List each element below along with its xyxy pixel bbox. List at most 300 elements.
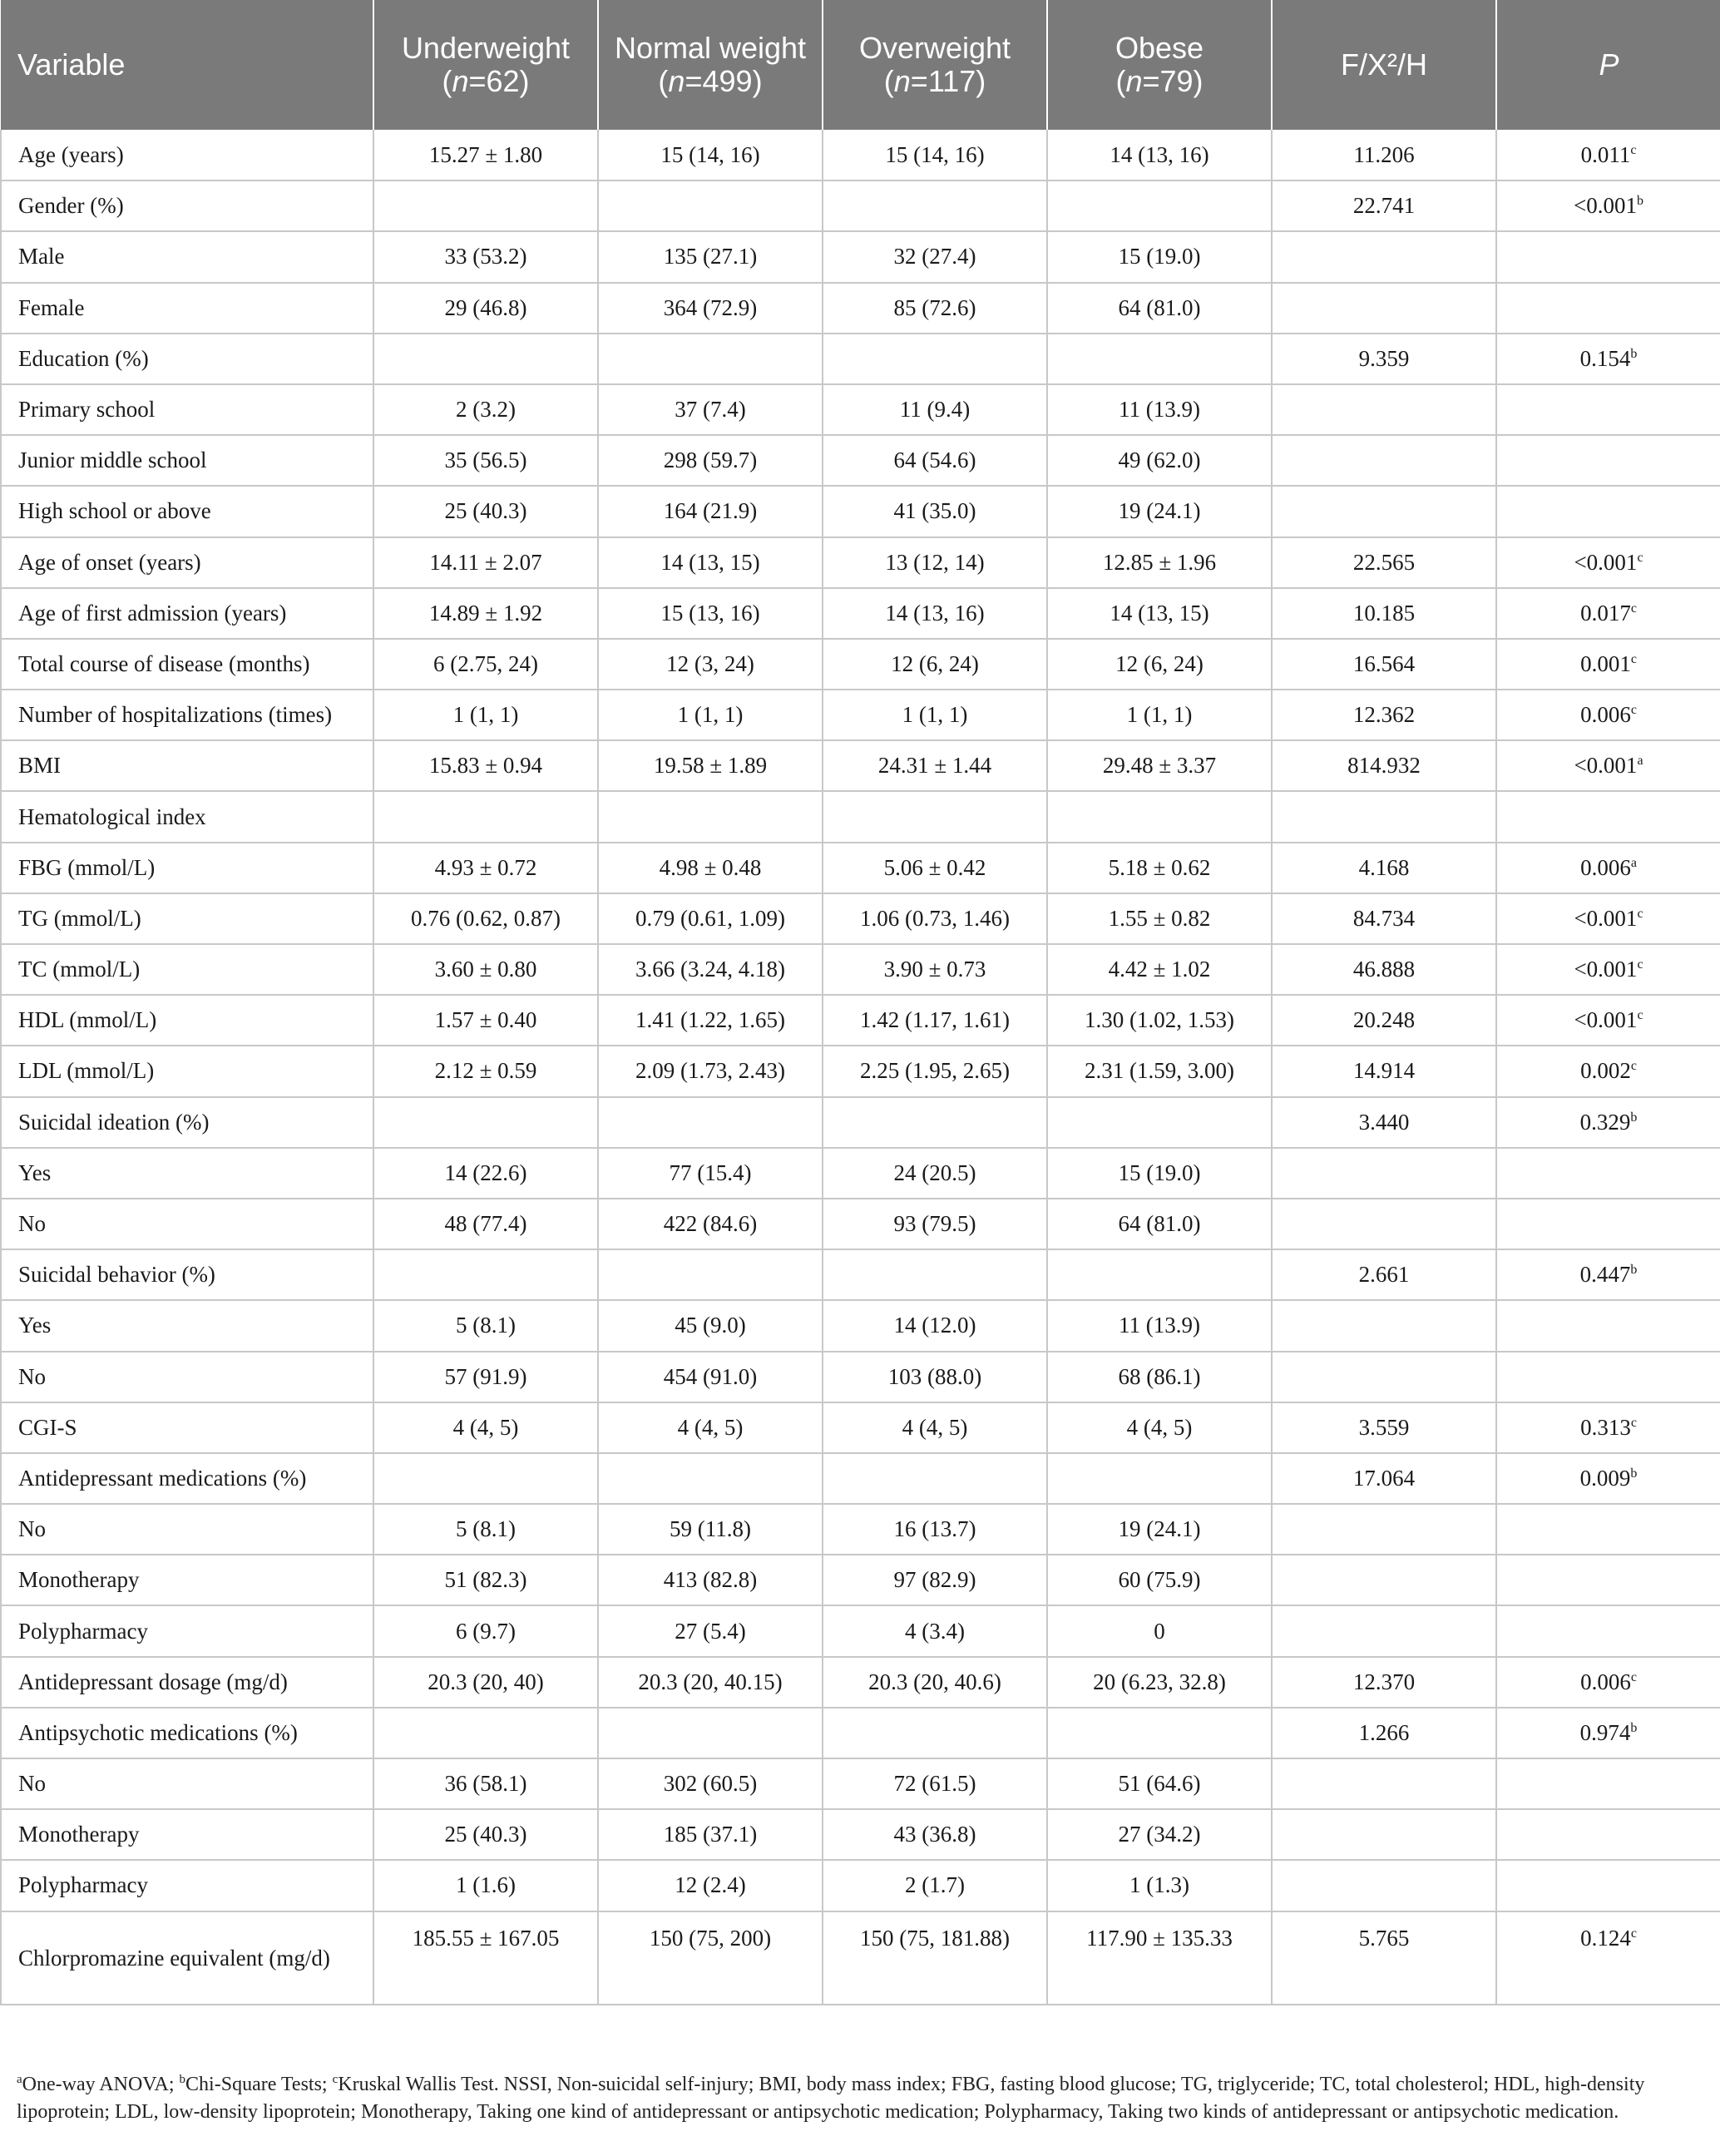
cell-underweight: 2.12 ± 0.59	[373, 1046, 598, 1096]
cell-overweight: 1.06 (0.73, 1.46)	[823, 893, 1047, 944]
cell-statistic	[1272, 1809, 1496, 1860]
cell-variable: Number of hospitalizations (times)	[1, 690, 373, 740]
cell-normal-weight: 413 (82.8)	[598, 1555, 823, 1605]
cell-obese: 15 (19.0)	[1047, 1148, 1272, 1199]
header-group-name: Overweight	[858, 31, 1011, 65]
cell-variable: Chlorpromazine equivalent (mg/d)	[1, 1911, 373, 2005]
table-row	[1, 1555, 1720, 1605]
cell-normal-weight: 12 (2.4)	[598, 1860, 823, 1911]
cell-obese: 14 (13, 15)	[1047, 588, 1272, 639]
cell-p-value	[1496, 1911, 1720, 2005]
cell-p-value	[1496, 740, 1720, 791]
cell-normal-weight: 77 (15.4)	[598, 1148, 823, 1199]
cell-variable: Age of onset (years)	[1, 537, 373, 588]
cell-statistic: 3.440	[1272, 1097, 1496, 1148]
cell-variable: Monotherapy	[1, 1809, 373, 1860]
cell-normal-weight: 3.66 (3.24, 4.18)	[598, 944, 823, 995]
cell-underweight	[373, 180, 598, 231]
cell-overweight: 24.31 ± 1.44	[823, 740, 1047, 791]
cell-underweight: 51 (82.3)	[373, 1555, 598, 1605]
cell-p-value	[1496, 486, 1720, 537]
p-value-test-mark: b	[1630, 1720, 1638, 1735]
cell-normal-weight: 37 (7.4)	[598, 384, 823, 435]
cell-variable: Primary school	[1, 384, 373, 435]
cell-variable: Male	[1, 231, 373, 282]
cell-p-value	[1496, 1657, 1720, 1708]
cell-underweight	[373, 1249, 598, 1300]
cell-overweight: 72 (61.5)	[823, 1758, 1047, 1809]
table-row	[1, 180, 1720, 231]
table-row	[1, 384, 1720, 435]
cell-obese: 12 (6, 24)	[1047, 639, 1272, 690]
cell-overweight: 14 (13, 16)	[823, 588, 1047, 639]
cell-obese: 1.55 ± 0.82	[1047, 893, 1272, 944]
cell-overweight: 103 (88.0)	[823, 1352, 1047, 1402]
cell-overweight: 2 (1.7)	[823, 1860, 1047, 1911]
cell-obese: 12.85 ± 1.96	[1047, 537, 1272, 588]
cell-underweight: 15.27 ± 1.80	[373, 130, 598, 180]
cell-underweight: 20.3 (20, 40)	[373, 1657, 598, 1708]
p-value-test-mark: c	[1630, 1059, 1637, 1074]
cell-normal-weight	[598, 180, 823, 231]
cell-p-value	[1496, 893, 1720, 944]
cell-overweight: 12 (6, 24)	[823, 639, 1047, 690]
cell-variable: Age (years)	[1, 130, 373, 180]
cell-variable: Education (%)	[1, 334, 373, 384]
cell-variable: No	[1, 1352, 373, 1402]
cell-obese: 27 (34.2)	[1047, 1809, 1272, 1860]
cell-obese	[1047, 180, 1272, 231]
cell-variable: Suicidal ideation (%)	[1, 1097, 373, 1148]
cell-statistic: 4.168	[1272, 843, 1496, 893]
cell-statistic	[1272, 435, 1496, 486]
cell-normal-weight: 454 (91.0)	[598, 1352, 823, 1402]
cell-overweight: 41 (35.0)	[823, 486, 1047, 537]
footnote-text-b: Chi-Square Tests;	[185, 2074, 333, 2095]
cell-overweight	[823, 1453, 1047, 1504]
cell-underweight: 5 (8.1)	[373, 1300, 598, 1351]
cell-variable: Age of first admission (years)	[1, 588, 373, 639]
header-group-count: (n=62)	[442, 64, 530, 98]
cell-statistic: 22.565	[1272, 537, 1496, 588]
cell-overweight: 1.42 (1.17, 1.61)	[823, 995, 1047, 1046]
cell-statistic	[1272, 1860, 1496, 1911]
cell-obese: 117.90 ± 135.33	[1047, 1911, 1272, 2005]
table-row	[1, 690, 1720, 740]
cell-underweight: 15.83 ± 0.94	[373, 740, 598, 791]
cell-p-value	[1496, 1300, 1720, 1351]
cell-statistic	[1272, 283, 1496, 334]
table-row	[1, 944, 1720, 995]
cell-overweight	[823, 180, 1047, 231]
table-row	[1, 995, 1720, 1046]
p-value-text: 0.011	[1580, 141, 1631, 167]
cell-obese	[1047, 791, 1272, 842]
cell-normal-weight: 4.98 ± 0.48	[598, 843, 823, 893]
cell-overweight: 43 (36.8)	[823, 1809, 1047, 1860]
cell-normal-weight: 20.3 (20, 40.15)	[598, 1657, 823, 1708]
cell-underweight: 33 (53.2)	[373, 231, 598, 282]
table-row	[1, 283, 1720, 334]
cell-underweight: 36 (58.1)	[373, 1758, 598, 1809]
cell-normal-weight: 302 (60.5)	[598, 1758, 823, 1809]
p-value-test-mark: b	[1636, 194, 1643, 209]
cell-normal-weight: 15 (14, 16)	[598, 130, 823, 180]
cell-underweight	[373, 1708, 598, 1758]
cell-statistic	[1272, 1199, 1496, 1249]
cell-normal-weight: 12 (3, 24)	[598, 639, 823, 690]
cell-p-value	[1496, 1249, 1720, 1300]
table-row	[1, 1657, 1720, 1708]
cell-p-value	[1496, 1148, 1720, 1199]
cell-p-value	[1496, 690, 1720, 740]
cell-statistic	[1272, 1555, 1496, 1605]
cell-normal-weight	[598, 1249, 823, 1300]
cell-normal-weight: 135 (27.1)	[598, 231, 823, 282]
cell-obese	[1047, 1453, 1272, 1504]
cell-obese: 19 (24.1)	[1047, 486, 1272, 537]
cell-overweight: 32 (27.4)	[823, 231, 1047, 282]
cell-underweight: 0.76 (0.62, 0.87)	[373, 893, 598, 944]
p-value-test-mark: c	[1630, 1669, 1637, 1684]
cell-obese	[1047, 334, 1272, 384]
cell-variable: Antidepressant dosage (mg/d)	[1, 1657, 373, 1708]
p-value-test-mark: a	[1630, 855, 1637, 870]
cell-p-value	[1496, 537, 1720, 588]
table-row	[1, 1402, 1720, 1453]
cell-statistic: 22.741	[1272, 180, 1496, 231]
cell-overweight: 15 (14, 16)	[823, 130, 1047, 180]
header-group-count: (n=79)	[1115, 64, 1204, 98]
cell-obese	[1047, 1708, 1272, 1758]
cell-statistic: 10.185	[1272, 588, 1496, 639]
table-row	[1, 334, 1720, 384]
p-value-text: 0.001	[1580, 650, 1631, 676]
cell-obese: 1.30 (1.02, 1.53)	[1047, 995, 1272, 1046]
table-row	[1, 1708, 1720, 1758]
table-row	[1, 1249, 1720, 1300]
cell-p-value	[1496, 283, 1720, 334]
table-row	[1, 893, 1720, 944]
table-row	[1, 1148, 1720, 1199]
cell-obese: 64 (81.0)	[1047, 1199, 1272, 1249]
table-row	[1, 1758, 1720, 1809]
cell-normal-weight: 0.79 (0.61, 1.09)	[598, 893, 823, 944]
cell-obese: 1 (1, 1)	[1047, 690, 1272, 740]
cell-overweight: 1 (1, 1)	[823, 690, 1047, 740]
cell-underweight: 6 (9.7)	[373, 1605, 598, 1656]
table-row	[1, 1046, 1720, 1096]
cell-overweight	[823, 1708, 1047, 1758]
cell-variable: High school or above	[1, 486, 373, 537]
p-value-test-mark: c	[1630, 1926, 1637, 1941]
p-value-text: 0.002	[1580, 1058, 1631, 1084]
cell-statistic: 20.248	[1272, 995, 1496, 1046]
cell-underweight: 3.60 ± 0.80	[373, 944, 598, 995]
cell-obese	[1047, 1097, 1272, 1148]
cell-underweight	[373, 334, 598, 384]
cell-overweight: 13 (12, 14)	[823, 537, 1047, 588]
cell-statistic	[1272, 384, 1496, 435]
cell-statistic: 14.914	[1272, 1046, 1496, 1096]
cell-overweight: 20.3 (20, 40.6)	[823, 1657, 1047, 1708]
cell-obese: 2.31 (1.59, 3.00)	[1047, 1046, 1272, 1096]
cell-p-value	[1496, 1199, 1720, 1249]
cell-statistic	[1272, 1352, 1496, 1402]
cell-p-value	[1496, 231, 1720, 282]
table-row	[1, 130, 1720, 180]
cell-p-value	[1496, 1605, 1720, 1656]
cell-obese: 4.42 ± 1.02	[1047, 944, 1272, 995]
header-group-overweight	[823, 0, 1047, 130]
p-value-text: 0.329	[1579, 1109, 1631, 1135]
table-row	[1, 843, 1720, 893]
header-group-name: Underweight	[401, 31, 571, 65]
cell-p-value	[1496, 791, 1720, 842]
cell-obese: 4 (4, 5)	[1047, 1402, 1272, 1453]
cell-underweight: 1 (1, 1)	[373, 690, 598, 740]
cell-underweight: 14.89 ± 1.92	[373, 588, 598, 639]
cell-underweight: 25 (40.3)	[373, 486, 598, 537]
cell-statistic: 11.206	[1272, 130, 1496, 180]
cell-normal-weight: 19.58 ± 1.89	[598, 740, 823, 791]
table-row	[1, 1809, 1720, 1860]
cell-statistic	[1272, 1300, 1496, 1351]
cell-variable: BMI	[1, 740, 373, 791]
p-value-text: <0.001	[1574, 549, 1638, 575]
table-row	[1, 1911, 1720, 2005]
cell-normal-weight	[598, 334, 823, 384]
cell-obese: 68 (86.1)	[1047, 1352, 1272, 1402]
cell-normal-weight: 15 (13, 16)	[598, 588, 823, 639]
p-value-text: 0.447	[1579, 1262, 1631, 1288]
cell-normal-weight	[598, 1097, 823, 1148]
p-value-text: 0.006	[1580, 854, 1631, 880]
p-value-test-mark: c	[1630, 651, 1637, 666]
p-value-test-mark: c	[1637, 906, 1643, 921]
cell-p-value	[1496, 180, 1720, 231]
cell-variable: Monotherapy	[1, 1555, 373, 1605]
cell-variable: Antidepressant medications (%)	[1, 1453, 373, 1504]
cell-statistic: 1.266	[1272, 1708, 1496, 1758]
cell-obese	[1047, 1249, 1272, 1300]
cell-overweight: 4 (3.4)	[823, 1605, 1047, 1656]
header-group-count: (n=117)	[883, 64, 986, 98]
cell-underweight: 1.57 ± 0.40	[373, 995, 598, 1046]
cell-obese: 51 (64.6)	[1047, 1758, 1272, 1809]
table-row	[1, 740, 1720, 791]
cell-p-value	[1496, 334, 1720, 384]
footnote-text-c: Kruskal Wallis Test. NSSI, Non-suicidal self-injury; BMI, body mass index; FBG, fasting blood glucose; TG, triglyceride; TC, total cholesterol; HDL, high-density lipoprotein; LDL, low-density lipoprotein; Monotherapy, Taking one kind of antidepressant or antipsychotic medication; Polypharmacy, Taking two kinds of antidepressant or antipsychotic medication.	[17, 2074, 1645, 2123]
cell-overweight: 4 (4, 5)	[823, 1402, 1047, 1453]
cell-normal-weight: 298 (59.7)	[598, 435, 823, 486]
table-row	[1, 1504, 1720, 1555]
cell-normal-weight	[598, 791, 823, 842]
cell-statistic: 84.734	[1272, 893, 1496, 944]
table-row	[1, 791, 1720, 842]
header-group-name: Normal weight	[614, 31, 807, 65]
table-row	[1, 639, 1720, 690]
cell-overweight: 16 (13.7)	[823, 1504, 1047, 1555]
cell-normal-weight: 364 (72.9)	[598, 283, 823, 334]
footnote-mark-b: b	[179, 2073, 186, 2086]
p-value-text: <0.001	[1574, 1007, 1638, 1033]
cell-statistic: 3.559	[1272, 1402, 1496, 1453]
p-value-text: <0.001	[1574, 753, 1638, 779]
cell-obese: 64 (81.0)	[1047, 283, 1272, 334]
cell-normal-weight: 185 (37.1)	[598, 1809, 823, 1860]
cell-normal-weight: 1.41 (1.22, 1.65)	[598, 995, 823, 1046]
p-value-text: 0.017	[1580, 600, 1631, 626]
cell-obese: 49 (62.0)	[1047, 435, 1272, 486]
cell-statistic	[1272, 1148, 1496, 1199]
p-value-test-mark: c	[1637, 957, 1643, 972]
cell-underweight: 14.11 ± 2.07	[373, 537, 598, 588]
p-value-text: 0.006	[1580, 1669, 1631, 1694]
p-value-text: 0.006	[1580, 702, 1631, 728]
cell-variable: Total course of disease (months)	[1, 639, 373, 690]
cell-p-value	[1496, 1809, 1720, 1860]
p-value-test-mark: c	[1630, 703, 1637, 718]
cell-underweight	[373, 1097, 598, 1148]
table-row	[1, 1199, 1720, 1249]
cell-variable: Polypharmacy	[1, 1605, 373, 1656]
p-value-test-mark: b	[1630, 346, 1638, 361]
cell-variable: Suicidal behavior (%)	[1, 1249, 373, 1300]
cell-overweight: 3.90 ± 0.73	[823, 944, 1047, 995]
cell-variable: No	[1, 1758, 373, 1809]
cell-overweight: 5.06 ± 0.42	[823, 843, 1047, 893]
cell-variable: FBG (mmol/L)	[1, 843, 373, 893]
cell-normal-weight: 2.09 (1.73, 2.43)	[598, 1046, 823, 1096]
cell-statistic	[1272, 1504, 1496, 1555]
cell-normal-weight	[598, 1708, 823, 1758]
cell-statistic: 5.765	[1272, 1911, 1496, 2005]
cell-obese: 14 (13, 16)	[1047, 130, 1272, 180]
cell-underweight: 35 (56.5)	[373, 435, 598, 486]
cell-overweight: 2.25 (1.95, 2.65)	[823, 1046, 1047, 1096]
cell-obese: 11 (13.9)	[1047, 384, 1272, 435]
cell-overweight: 150 (75, 181.88)	[823, 1911, 1047, 2005]
table-row	[1, 1453, 1720, 1504]
p-value-test-mark: c	[1630, 601, 1637, 616]
cell-p-value	[1496, 1708, 1720, 1758]
cell-underweight: 14 (22.6)	[373, 1148, 598, 1199]
cell-p-value	[1496, 944, 1720, 995]
cell-variable: Antipsychotic medications (%)	[1, 1708, 373, 1758]
p-value-test-mark: c	[1637, 550, 1643, 565]
header-variable: Variable	[1, 0, 373, 130]
cell-underweight: 29 (46.8)	[373, 283, 598, 334]
header-group-name: Obese	[1115, 31, 1204, 65]
cell-p-value	[1496, 1758, 1720, 1809]
cell-statistic	[1272, 791, 1496, 842]
p-value-text: <0.001	[1574, 193, 1637, 219]
cell-underweight: 25 (40.3)	[373, 1809, 598, 1860]
cell-obese: 11 (13.9)	[1047, 1300, 1272, 1351]
cell-p-value	[1496, 1046, 1720, 1096]
header-group-normal-weight	[598, 0, 823, 130]
cell-variable: Female	[1, 283, 373, 334]
p-value-text: 0.009	[1579, 1465, 1631, 1491]
table-row	[1, 1097, 1720, 1148]
header-group-underweight	[373, 0, 598, 130]
cell-p-value	[1496, 639, 1720, 690]
cell-variable: TG (mmol/L)	[1, 893, 373, 944]
cell-underweight: 5 (8.1)	[373, 1504, 598, 1555]
p-value-text: 0.154	[1579, 345, 1631, 371]
cell-variable: No	[1, 1504, 373, 1555]
header-group-obese	[1047, 0, 1272, 130]
cell-variable: HDL (mmol/L)	[1, 995, 373, 1046]
cell-overweight	[823, 1097, 1047, 1148]
cell-overweight: 11 (9.4)	[823, 384, 1047, 435]
cell-variable: Junior middle school	[1, 435, 373, 486]
cell-underweight: 2 (3.2)	[373, 384, 598, 435]
cell-obese: 15 (19.0)	[1047, 231, 1272, 282]
p-value-test-mark: c	[1630, 142, 1637, 157]
header-p-value: P	[1496, 0, 1720, 130]
cell-p-value	[1496, 995, 1720, 1046]
cell-statistic: 9.359	[1272, 334, 1496, 384]
table-row	[1, 537, 1720, 588]
cell-overweight	[823, 334, 1047, 384]
cell-obese: 0	[1047, 1605, 1272, 1656]
cell-underweight	[373, 1453, 598, 1504]
cell-p-value	[1496, 1504, 1720, 1555]
cell-variable: Yes	[1, 1300, 373, 1351]
cell-overweight: 24 (20.5)	[823, 1148, 1047, 1199]
cell-underweight: 4.93 ± 0.72	[373, 843, 598, 893]
cell-overweight: 93 (79.5)	[823, 1199, 1047, 1249]
cell-p-value	[1496, 1453, 1720, 1504]
cell-statistic	[1272, 231, 1496, 282]
header-group-count: (n=499)	[658, 64, 763, 98]
cell-p-value	[1496, 130, 1720, 180]
cell-normal-weight	[598, 1453, 823, 1504]
cell-normal-weight: 150 (75, 200)	[598, 1911, 823, 2005]
cell-p-value	[1496, 588, 1720, 639]
cell-obese: 1 (1.3)	[1047, 1860, 1272, 1911]
cell-variable: CGI-S	[1, 1402, 373, 1453]
cell-p-value	[1496, 843, 1720, 893]
cell-p-value	[1496, 1352, 1720, 1402]
cell-variable: TC (mmol/L)	[1, 944, 373, 995]
cell-statistic: 814.932	[1272, 740, 1496, 791]
table-row	[1, 231, 1720, 282]
cell-p-value	[1496, 1860, 1720, 1911]
cell-statistic: 12.362	[1272, 690, 1496, 740]
table-row	[1, 588, 1720, 639]
cell-statistic: 2.661	[1272, 1249, 1496, 1300]
cell-overweight: 14 (12.0)	[823, 1300, 1047, 1351]
p-value-test-mark: b	[1630, 1466, 1638, 1481]
p-value-text: 0.124	[1580, 1925, 1631, 1951]
p-value-test-mark: a	[1637, 754, 1643, 769]
cell-normal-weight: 422 (84.6)	[598, 1199, 823, 1249]
cell-underweight: 48 (77.4)	[373, 1199, 598, 1249]
cell-p-value	[1496, 1097, 1720, 1148]
table-footnote	[17, 2071, 1705, 2126]
cell-variable: Yes	[1, 1148, 373, 1199]
cell-variable: No	[1, 1199, 373, 1249]
table-row	[1, 1300, 1720, 1351]
table-row	[1, 1860, 1720, 1911]
cell-statistic	[1272, 1758, 1496, 1809]
cell-p-value	[1496, 1402, 1720, 1453]
cell-obese: 5.18 ± 0.62	[1047, 843, 1272, 893]
p-value-text: <0.001	[1574, 905, 1638, 931]
